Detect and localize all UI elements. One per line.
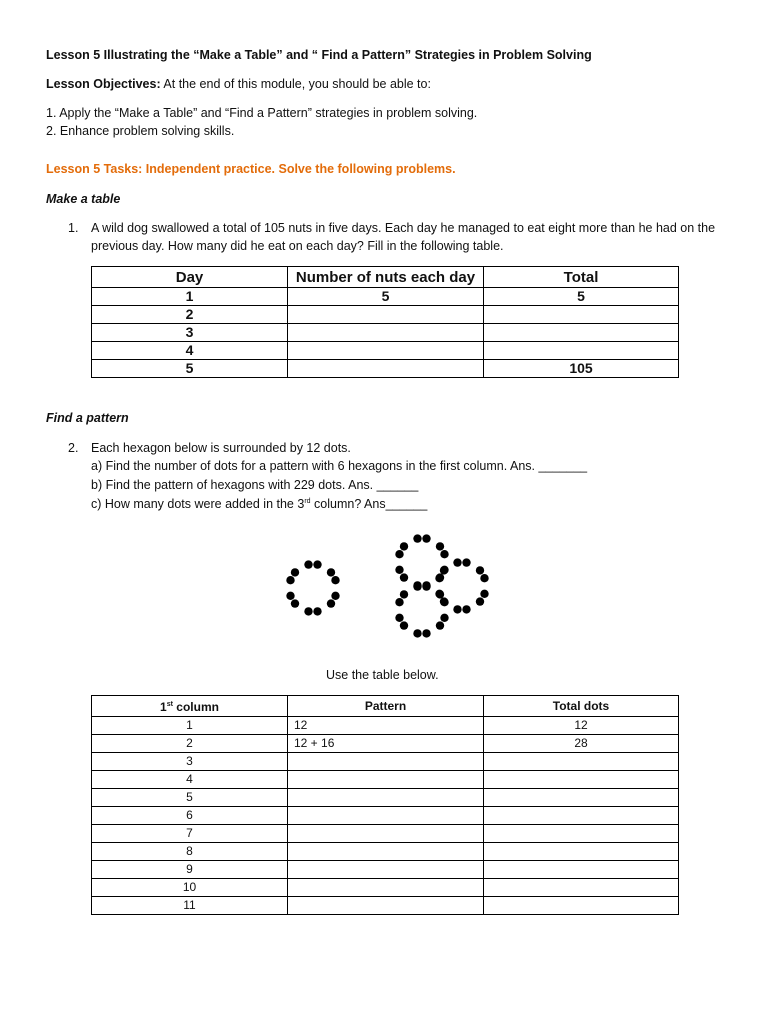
- pattern-dot: [395, 598, 403, 606]
- lesson-title: Lesson 5 Illustrating the “Make a Table” and “ Find a Pattern” Strategies in Problem Solving: [46, 48, 592, 62]
- pattern-table-row-cell: [288, 789, 484, 807]
- pattern-table-row-cell: [484, 807, 679, 825]
- pattern-dot: [331, 576, 339, 584]
- pattern-table-row-cell: 8: [92, 843, 288, 861]
- problem-1-text-line1: A wild dog swallowed a total of 105 nuts in five days. Each day he managed to eat eight more than he had on the: [91, 221, 716, 235]
- objectives-line: [46, 77, 431, 91]
- objectives-label: Lesson Objectives:: [46, 77, 161, 91]
- nuts-table-row-cell: 1: [92, 288, 288, 306]
- pattern-dot: [435, 590, 443, 598]
- pattern-dot: [440, 550, 448, 558]
- header-total-dots: Total dots: [484, 696, 679, 717]
- pattern-table-header: [92, 696, 679, 717]
- pattern-table-row-cell: [288, 843, 484, 861]
- pattern-table-row-cell: [288, 807, 484, 825]
- pattern-table-row-cell: 3: [92, 753, 288, 771]
- pattern-dot: [291, 568, 299, 576]
- pattern-dot: [286, 592, 294, 600]
- pattern-dot: [395, 614, 403, 622]
- pattern-table-row-cell: 5: [92, 789, 288, 807]
- pattern-table-row: [92, 789, 679, 807]
- nuts-table-row-cell: [484, 342, 679, 360]
- pattern-dot: [395, 566, 403, 574]
- pattern-dot: [440, 597, 448, 605]
- pattern-dot: [400, 542, 408, 550]
- nuts-table-row-cell: 4: [92, 342, 288, 360]
- pattern-dot: [462, 558, 470, 566]
- nuts-table-row-cell: [288, 342, 484, 360]
- problem-2-intro: Each hexagon below is surrounded by 12 dots.: [91, 441, 351, 455]
- pattern-table-row-cell: 1: [92, 717, 288, 735]
- header-day: Day: [92, 267, 288, 288]
- pattern-dot: [395, 550, 403, 558]
- pattern-dot: [453, 605, 461, 613]
- find-pattern-heading: Find a pattern: [46, 411, 129, 425]
- nuts-table-row-cell: 5: [484, 288, 679, 306]
- pattern-dot: [476, 597, 484, 605]
- pattern-dot: [304, 560, 312, 568]
- pattern-table-row: [92, 753, 679, 771]
- pattern-dot: [327, 599, 335, 607]
- pattern-table-row: [92, 861, 679, 879]
- problem-2-a: a) Find the number of dots for a pattern with 6 hexagons in the first column. Ans. _______: [91, 459, 588, 473]
- nuts-table-row: [92, 342, 679, 360]
- nuts-table-row-cell: 3: [92, 324, 288, 342]
- nuts-table-row-cell: 5: [92, 360, 288, 378]
- pattern-dot: [331, 592, 339, 600]
- nuts-table-row-cell: [484, 306, 679, 324]
- pattern-table-row: [92, 843, 679, 861]
- pattern-table-row: [92, 879, 679, 897]
- pattern-table-row-cell: [288, 897, 484, 915]
- objective-item-2: 2. Enhance problem solving skills.: [46, 124, 235, 138]
- pattern-dot: [400, 573, 408, 581]
- header-first-column: 1st column: [92, 696, 288, 717]
- pattern-dot: [440, 566, 448, 574]
- pattern-dot: [327, 568, 335, 576]
- hexagon-dots-figure: [270, 528, 500, 648]
- header-nuts: Number of nuts each day: [288, 267, 484, 288]
- pattern-table-row-cell: [288, 879, 484, 897]
- pattern-dot: [313, 560, 321, 568]
- pattern-table-row-cell: 12: [288, 717, 484, 735]
- pattern-dot: [436, 542, 444, 550]
- pattern-table-row-cell: [484, 843, 679, 861]
- pattern-dot: [291, 599, 299, 607]
- pattern-dot: [413, 534, 421, 542]
- pattern-dot: [413, 629, 421, 637]
- pattern-table-row-cell: [288, 753, 484, 771]
- pattern-table-row-cell: 2: [92, 735, 288, 753]
- pattern-dot: [304, 607, 312, 615]
- pattern-table-row-cell: 12: [484, 717, 679, 735]
- pattern-table-row-cell: [288, 771, 484, 789]
- header-total: Total: [484, 267, 679, 288]
- nuts-table-row-cell: [288, 306, 484, 324]
- pattern-dot: [422, 629, 430, 637]
- use-table-note: Use the table below.: [326, 668, 439, 682]
- pattern-dot: [400, 621, 408, 629]
- pattern-table: [91, 695, 679, 915]
- pattern-table-row: [92, 771, 679, 789]
- pattern-table-row-cell: 6: [92, 807, 288, 825]
- problem-2-b: b) Find the pattern of hexagons with 229 dots. Ans. ______: [91, 478, 419, 492]
- nuts-table-row: [92, 306, 679, 324]
- make-table-heading: Make a table: [46, 192, 121, 206]
- pattern-dot: [436, 621, 444, 629]
- pattern-table-row: [92, 825, 679, 843]
- pattern-table-row: [92, 897, 679, 915]
- pattern-table-row-cell: [288, 861, 484, 879]
- header-pattern: Pattern: [288, 696, 484, 717]
- nuts-table-row: [92, 360, 679, 378]
- pattern-table-row-cell: 11: [92, 897, 288, 915]
- pattern-table-row-cell: [484, 825, 679, 843]
- nuts-table-row-cell: [288, 324, 484, 342]
- pattern-table-row-cell: [484, 771, 679, 789]
- objective-item-1: 1. Apply the “Make a Table” and “Find a Pattern” strategies in problem solving.: [46, 106, 478, 120]
- pattern-table-row: [92, 717, 679, 735]
- pattern-dot: [400, 590, 408, 598]
- pattern-table-row-cell: 4: [92, 771, 288, 789]
- pattern-table-row: [92, 807, 679, 825]
- pattern-table-row-cell: 7: [92, 825, 288, 843]
- nuts-table-row-cell: [288, 360, 484, 378]
- pattern-dot: [422, 582, 430, 590]
- nuts-table-row: [92, 324, 679, 342]
- nuts-table-row-cell: 5: [288, 288, 484, 306]
- pattern-table-row-cell: [484, 753, 679, 771]
- nuts-table-row: [92, 288, 679, 306]
- pattern-table-row-cell: 9: [92, 861, 288, 879]
- pattern-table-row-cell: [484, 861, 679, 879]
- pattern-table-row: [92, 735, 679, 753]
- pattern-dot: [480, 590, 488, 598]
- problem-2-c: c) How many dots were added in the 3rd column? Ans______: [91, 497, 428, 511]
- pattern-table-row-cell: 12 + 16: [288, 735, 484, 753]
- pattern-table-row-cell: [484, 897, 679, 915]
- pattern-dot: [413, 582, 421, 590]
- pattern-table-row-cell: 28: [484, 735, 679, 753]
- problem-2-number: 2.: [68, 441, 79, 455]
- nuts-table-header: [92, 267, 679, 288]
- tasks-heading: Lesson 5 Tasks: Independent practice. Solve the following problems.: [46, 162, 456, 176]
- pattern-dot: [453, 558, 461, 566]
- nuts-table-row-cell: 105: [484, 360, 679, 378]
- pattern-dot: [435, 574, 443, 582]
- problem-1-number: 1.: [68, 221, 79, 235]
- pattern-dot: [313, 607, 321, 615]
- pattern-table-row-cell: [484, 879, 679, 897]
- pattern-dot: [480, 574, 488, 582]
- objectives-text: At the end of this module, you should be able to:: [160, 77, 431, 91]
- pattern-dot: [422, 534, 430, 542]
- pattern-table-row-cell: 10: [92, 879, 288, 897]
- pattern-dot: [440, 614, 448, 622]
- nuts-table-row-cell: [484, 324, 679, 342]
- pattern-table-row-cell: [288, 825, 484, 843]
- pattern-dot: [286, 576, 294, 584]
- nuts-table: [91, 266, 679, 378]
- problem-1-text-line2: previous day. How many did he eat on each day? Fill in the following table.: [91, 239, 504, 253]
- nuts-table-row-cell: 2: [92, 306, 288, 324]
- pattern-dot: [462, 605, 470, 613]
- pattern-dot: [476, 566, 484, 574]
- pattern-table-row-cell: [484, 789, 679, 807]
